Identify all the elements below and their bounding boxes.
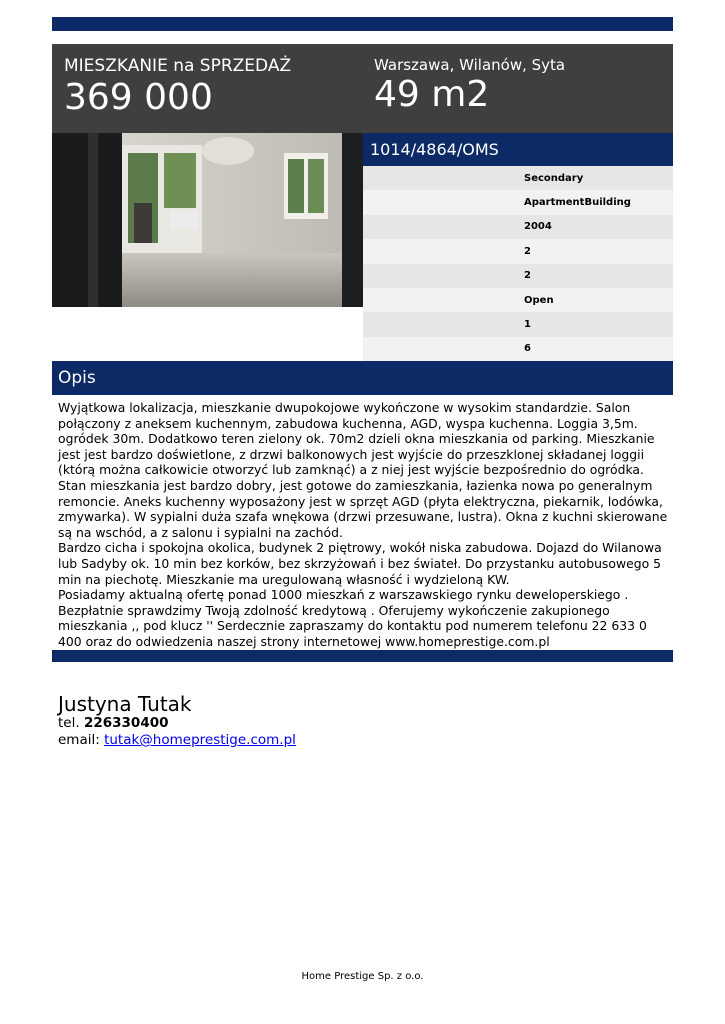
agent-email-label: email: bbox=[58, 732, 100, 748]
agent-email bbox=[58, 732, 296, 748]
agent-phone-label: tel. bbox=[58, 715, 80, 731]
description-heading-bar bbox=[52, 361, 673, 395]
details-row-floor: 1 bbox=[363, 312, 673, 336]
reference-number-box bbox=[363, 133, 673, 166]
details-row-kitchen: Open bbox=[363, 288, 673, 312]
details-row-building-type: ApartmentBuilding bbox=[363, 190, 673, 214]
agent-name: Justyna Tutak bbox=[58, 692, 192, 716]
listing-area: 49 m2 bbox=[374, 74, 490, 115]
listing-header bbox=[52, 44, 673, 133]
details-row-floors: 2 bbox=[363, 264, 673, 288]
details-row-market: Secondary bbox=[363, 166, 673, 190]
description-text: Wyjątkowa lokalizacja, mieszkanie dwupokojowe wykończone w wysokim standardzie. Salon połączony z aneksem kuchennym, zabudowa kuchenna, AGD, wyspa kuchenna. Loggia 3,5m. ogródek 30m. Dodatkowo teren zielony ok. 70m2 dzieli okna mieszkania od parking. Mieszkanie jest jest bardzo doświetlone, z drzwi balkonowych jest wyjście do przeszklonej składanej loggii (którą można całkowicie otworzyć lub zamknąć) a z niej jest wyjście bezpośrednio do ogródka. Stan mieszkania jest bardzo dobry, jest gotowe do zamieszkania, łazienka nowa po generalnym remoncie. Aneks kuchenny wyposażony jest w sprzęt AGD (płyta elektryczna, piekarnik, lodówka, zmywarka). W sypialni duża szafa wnękowa (drzwi przesuwane, lustra). Okna z kuchni skierowane są na wschód, a z salonu i sypialni na zachód. Bardzo cicha i spokojna okolica, budynek 2 piętrowy, wokół niska zabudowa. Dojazd do Wilanowa lub Sadyby ok. 10 min bez korków, bez skrzyżowań i bez świateł. Do przystanku autobusowego 5 min na piechotę. Mieszkanie ma uregulowaną własność i wydzieloną KW. Posiadamy aktualną ofertę ponad 1000 mieszkań z warszawskiego rynku deweloperskiego . Bezpłatnie sprawdzimy Twoją zdolność kredytową . Oferujemy wykończenie zakupionego mieszkania ,, pod klucz '' Serdecznie zapraszamy do kontaktu pod numerem telefonu 22 633 0 400 oraz do odwiedzenia naszej strony internetowej www.homeprestige.com.pl bbox=[58, 400, 668, 649]
agent-phone-number: 226330400 bbox=[83, 715, 169, 731]
footer-company: Home Prestige Sp. z o.o. bbox=[301, 971, 424, 982]
details-row-count: 6 bbox=[363, 337, 673, 361]
description-heading: Opis bbox=[58, 368, 96, 388]
details-row-year: 2004 bbox=[363, 215, 673, 239]
top-accent-bar bbox=[52, 17, 673, 31]
agent-phone bbox=[58, 715, 169, 731]
listing-location: Warszawa, Wilanów, Syta bbox=[374, 56, 566, 74]
reference-number: 1014/4864/OMS bbox=[370, 140, 499, 159]
details-table bbox=[363, 166, 673, 361]
apartment-photo bbox=[52, 133, 363, 307]
bottom-accent-bar bbox=[52, 650, 673, 662]
listing-type: MIESZKANIE na SPRZEDAŻ bbox=[64, 56, 292, 76]
listing-price: 369 000 bbox=[64, 77, 213, 118]
agent-email-link[interactable]: tutak@homeprestige.com.pl bbox=[104, 732, 296, 748]
details-row-rooms: 2 bbox=[363, 239, 673, 263]
